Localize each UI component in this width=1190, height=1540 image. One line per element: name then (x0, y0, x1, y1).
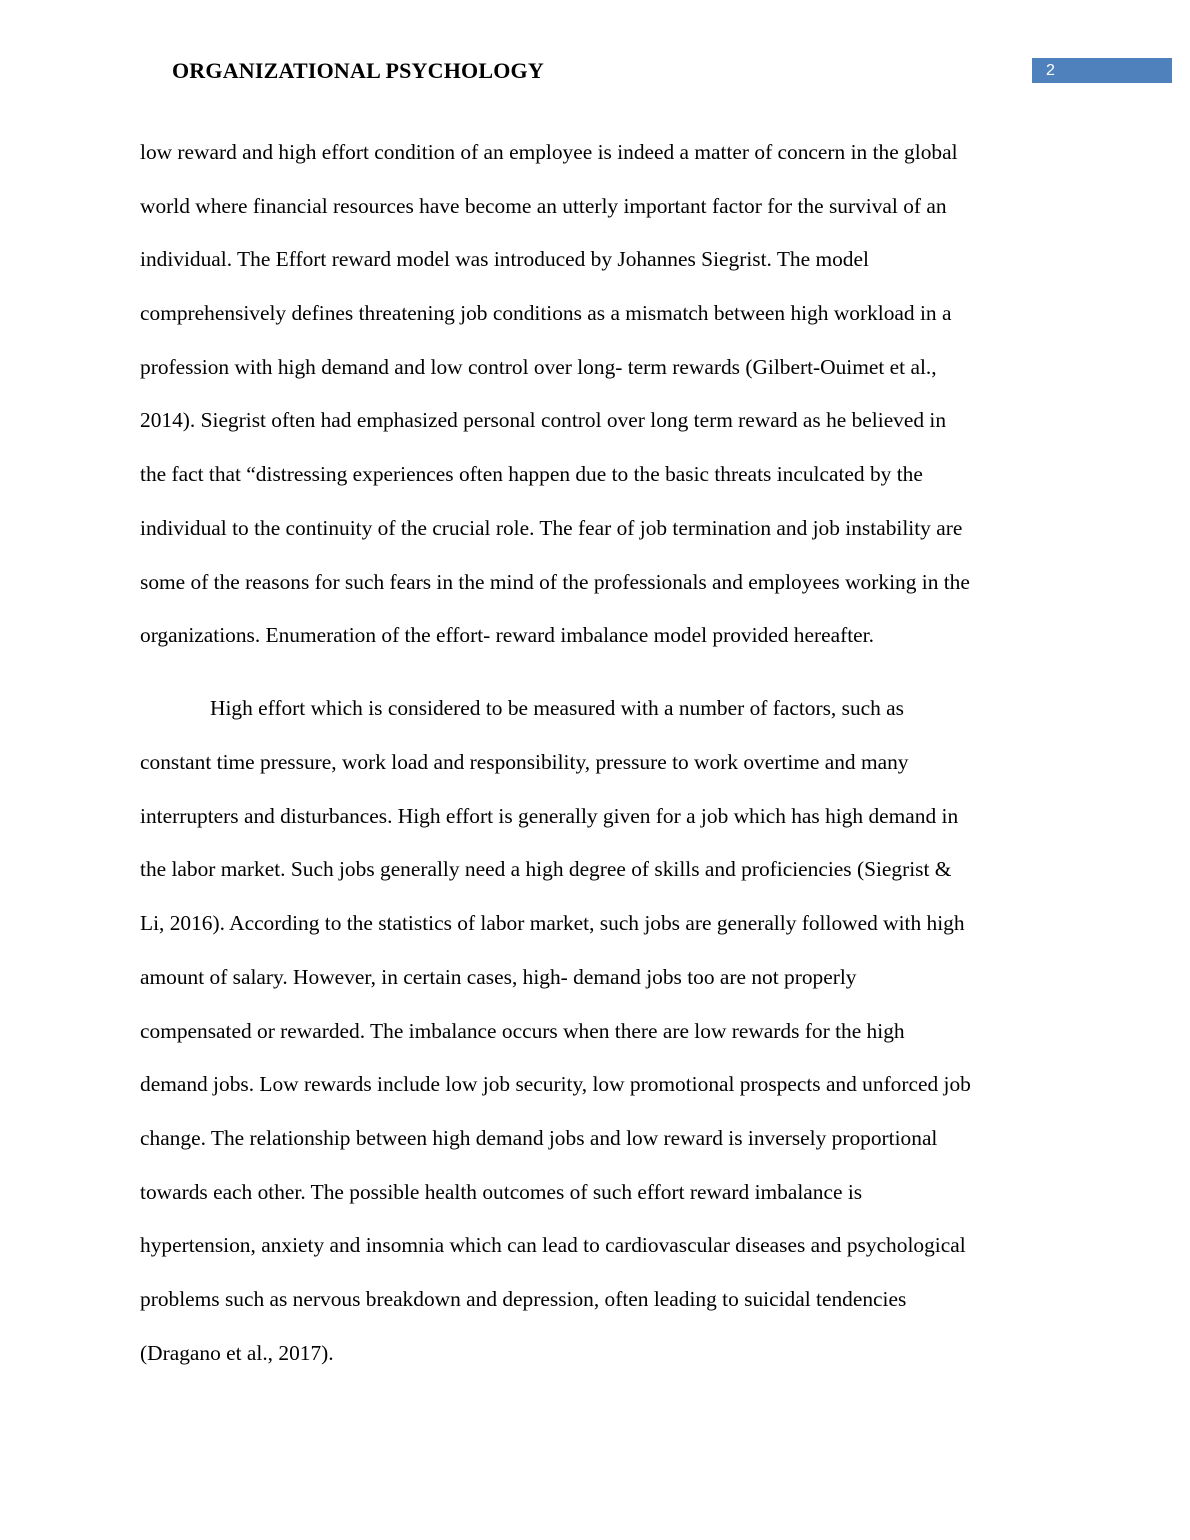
text-line: towards each other. The possible health outcomes of such effort reward imbalance is (140, 1179, 863, 1204)
page-number: 2 (1046, 62, 1055, 79)
text-line: world where financial resources have become an utterly important factor for the survival of an (140, 193, 947, 218)
text-line: individual to the continuity of the crucial role. The fear of job termination and job instability are (140, 515, 963, 540)
text-line: organizations. Enumeration of the effort- reward imbalance model provided hereafter. (140, 623, 874, 648)
paragraph-spacer (140, 663, 1060, 683)
text-line: compensated or rewarded. The imbalance occurs when there are low rewards for the high (140, 1018, 905, 1043)
paragraph-1 (140, 126, 1060, 663)
page-number-badge (1032, 58, 1172, 83)
text-line: comprehensively defines threatening job conditions as a mismatch between high workload in a (140, 301, 952, 326)
text-line: Li, 2016). According to the statistics of labor market, such jobs are generally followed with high (140, 911, 965, 936)
text-line: low reward and high effort condition of an employee is indeed a matter of concern in the global (140, 140, 958, 164)
text-line: 2014). Siegrist often had emphasized personal control over long term reward as he believed in (140, 408, 947, 433)
paragraph-2 (140, 682, 1060, 1380)
running-head: ORGANIZATIONAL PSYCHOLOGY (172, 58, 544, 83)
text-line: some of the reasons for such fears in the mind of the professionals and employees working in the (140, 569, 970, 594)
text-line: constant time pressure, work load and responsibility, pressure to work overtime and many (140, 750, 909, 775)
text-line: change. The relationship between high demand jobs and low reward is inversely proportional (140, 1125, 938, 1150)
text-line: interrupters and disturbances. High effort is generally given for a job which has high demand in (140, 803, 959, 828)
text-line: individual. The Effort reward model was introduced by Johannes Siegrist. The model (140, 247, 869, 272)
text-line: (Dragano et al., 2017). (140, 1340, 334, 1365)
text-line: the fact that “distressing experiences often happen due to the basic threats inculcated by the (140, 462, 923, 487)
text-line: problems such as nervous breakdown and depression, often leading to suicidal tendencies (140, 1286, 907, 1311)
text-line: High effort which is considered to be measured with a number of factors, such as (210, 696, 905, 721)
text-line: demand jobs. Low rewards include low job security, low promotional prospects and unforced job (140, 1072, 971, 1097)
text-line: amount of salary. However, in certain cases, high- demand jobs too are not properly (140, 964, 857, 989)
text-line: the labor market. Such jobs generally need a high degree of skills and proficiencies (Siegrist & (140, 857, 952, 882)
text-line: hypertension, anxiety and insomnia which can lead to cardiovascular diseases and psychological (140, 1233, 966, 1258)
text-line: profession with high demand and low control over long- term rewards (Gilbert-Ouimet et al., (140, 354, 937, 379)
body-text (140, 126, 1060, 1380)
